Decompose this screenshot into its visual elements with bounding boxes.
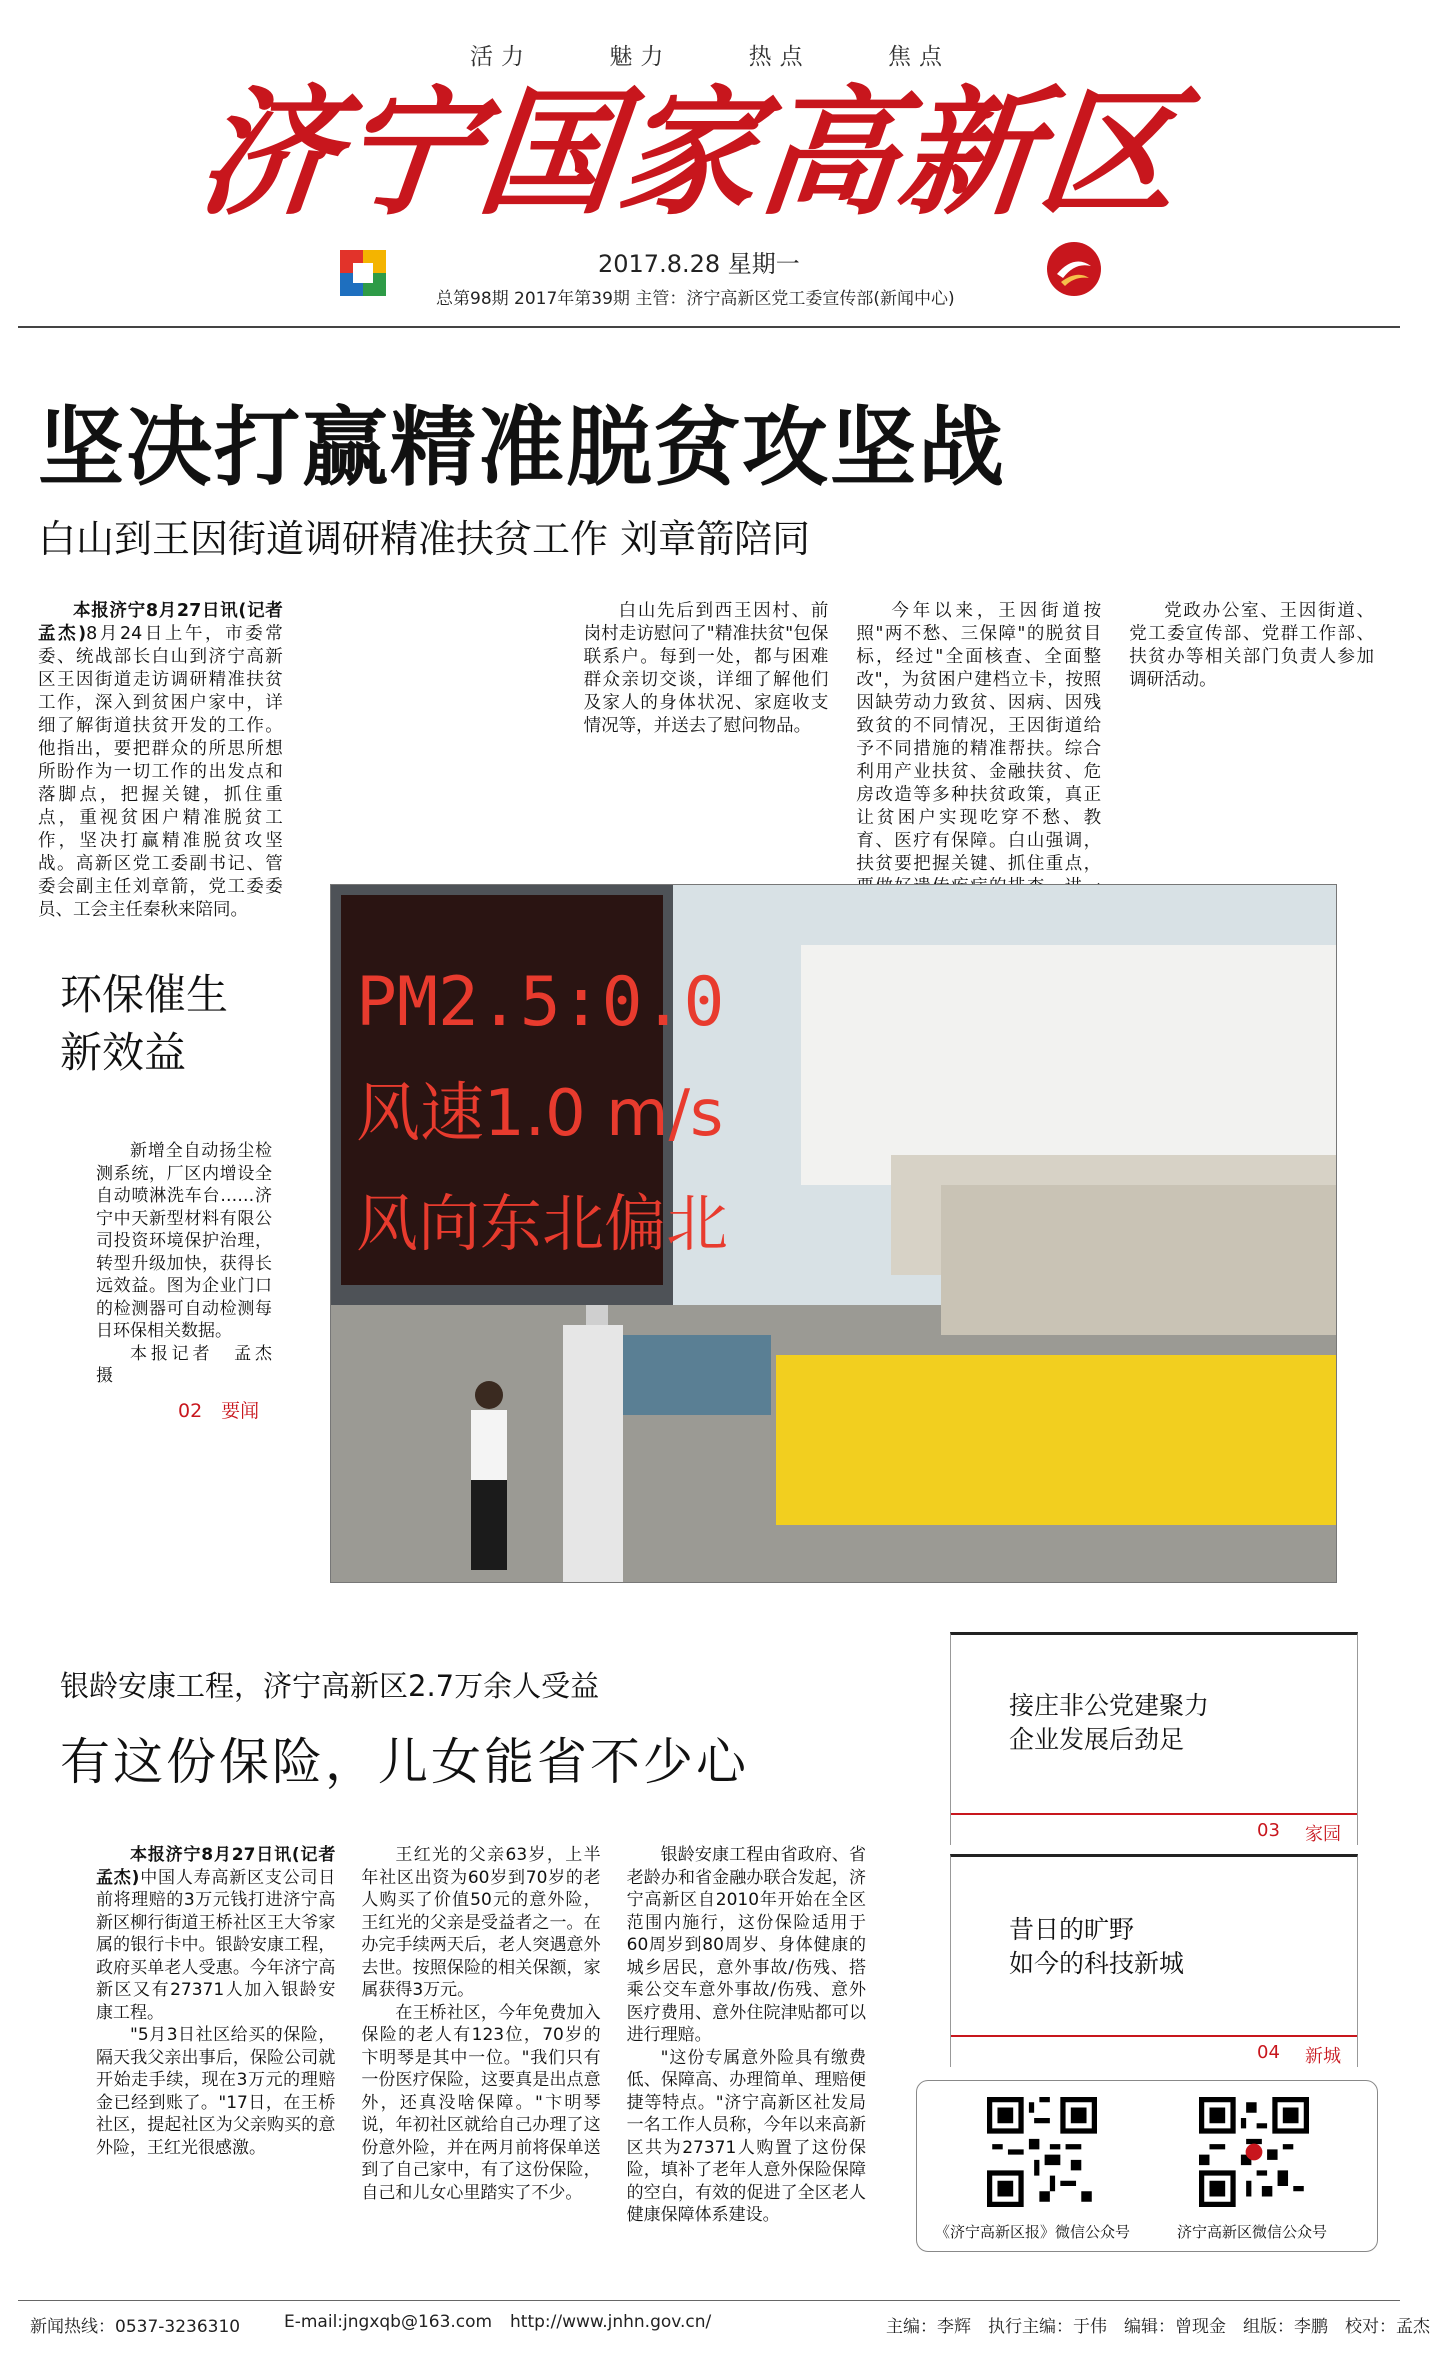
issue-line: 总第98期 2017年第39期 主管：济宁高新区党工委宣传部(新闻中心)	[436, 289, 955, 309]
teaser-section: 新城	[1305, 2046, 1341, 2067]
sign-line: PM2.5:0.0	[356, 963, 725, 1042]
photo-caption	[96, 1140, 289, 1388]
article-paragraph: "这份专属意外险具有缴费低、保障高、办理简单、理赔便捷等特点。"济宁高新区社发局一名工作人员称，今年以来高新区共为27371人购置了这份保险，填补了老年人意外保险保障的空白，有效的促进了全区老人健康保障体系建设。	[626, 2047, 866, 2225]
article-column	[38, 600, 283, 920]
footer-url[interactable]: http://www.jnhn.gov.cn/	[510, 2312, 712, 2332]
teaser-page-bar	[951, 1813, 1357, 1845]
insurance-kicker: 银龄安康工程，济宁高新区2.7万余人受益	[60, 1669, 600, 1703]
teaser-page-number: 04	[1257, 2042, 1280, 2063]
article-paragraph: 中国人寿高新区支公司日前将理赔的3万元钱打进济宁高新区柳行街道王桥社区王大爷家属的银行卡中。银龄安康工程，政府买单老人受惠。今年济宁高新区又有27371人加入银龄安康工程。	[96, 1867, 336, 2023]
article-column	[627, 1844, 866, 2224]
article-paragraph: 8月24日上午，市委常委、统战部长白山到济宁高新区王因街道走访调研精准扶贫工作，深入到贫困户家中，详细了解街道扶贫开发的工作。他指出，要把群众的所思所想所盼作为一切工作的出发点和落脚点，把握关键，抓住重点，重视贫困户精准脱贫工作，坚决打赢精准脱贫攻坚战。高新区党工委副书记、管委会副主任刘章箭，党工委委员、工会主任秦秋来陪同。	[38, 624, 283, 920]
article-paragraph: 白山先后到西王因村、前岗村走访慰问了"精准扶贫"包保联系户。每到一处，都与困难群众亲切交谈，详细了解他们及家人的身体状况、家庭收支情况等，并送去了慰问物品。	[583, 601, 829, 736]
qr-code-icon[interactable]	[987, 2097, 1097, 2207]
lead-headline: 坚决打赢精准脱贫攻坚战	[38, 398, 1006, 498]
article-paragraph: 银龄安康工程由省政府、省老龄办和省金融办联合发起，济宁高新区自2010年开始在全区范围内施行，这份保险适用于60周岁到80周岁、身体健康的城乡居民，意外事故/伤残、搭乘公交车意外事故/伤残、意外医疗费用、意外住院津贴都可以进行理赔。	[626, 1845, 866, 2045]
header-divider	[18, 326, 1400, 328]
article-column	[96, 1844, 335, 2224]
lead-article	[38, 600, 1374, 920]
slogan-item: 热点	[748, 44, 811, 70]
qr-code-panel	[916, 2080, 1378, 2252]
teaser-page-number: 03	[1257, 1820, 1280, 1841]
photo-illustration	[331, 885, 1336, 1582]
teaser-page-bar	[951, 2035, 1357, 2067]
newspaper-logo-icon	[336, 246, 390, 300]
footer-divider	[18, 2300, 1400, 2301]
caption-text: 新增全自动扬尘检测系统，厂区内增设全自动喷淋洗车台……济宁中天新型材料有限公司投资环境保护治理，转型升级加快，获得长远效益。图为企业门口的检测器可自动检测每日环保相关数据。	[96, 1141, 272, 1341]
article-paragraph: 王红光的父亲63岁，上半年社区出资为60岁到70岁的老人购买了价值50元的意外险，王红光的父亲是受益者之一。在办完手续两天后，老人突遇意外去世。按照保险的相关保额，家属获得3万元。	[361, 1845, 601, 2000]
sign-line: 风速1.0 m/s	[356, 1077, 724, 1151]
footer-email[interactable]: E-mail:jngxqb@163.com	[284, 2312, 493, 2332]
qr-code-icon[interactable]	[1199, 2097, 1309, 2207]
teaser-line: 企业发展后劲足	[1009, 1725, 1185, 1754]
slogan-item: 焦点	[887, 44, 950, 70]
teaser-title	[1009, 1913, 1184, 1981]
qr-caption: 济宁高新区微信公众号	[1177, 2223, 1328, 2241]
lead-byline: 本报济宁8月27日讯(记者 孟杰)	[38, 601, 283, 644]
header-slogan	[470, 38, 950, 71]
article-column	[856, 600, 1102, 874]
article-paragraph: 党政办公室、王因街道、党工委宣传部、党群工作部、扶贫办等相关部门负责人参加调研活动。	[1129, 601, 1374, 690]
article-paragraph: "5月3日社区给买的保险，隔天我父亲出事后，保险公司就开始走手续，现在3万元的理赔金已经到账了。"17日，在王桥社区，提起社区为父亲购买的意外险，王红光很感激。	[96, 2025, 336, 2158]
photo-feature-headline	[60, 966, 300, 1082]
gaoxin-logo-icon	[1045, 240, 1103, 298]
page-reference: 02 要闻	[178, 1400, 260, 1422]
article-column	[361, 1844, 600, 2224]
teaser-line: 如今的科技新城	[1009, 1949, 1185, 1978]
article-paragraph: 今年以来，王因街道按照"两不愁、三保障"的脱贫目标，经过"全面核查、全面整改"，为贫困户建档立卡，按照因缺劳动力致贫、因病、因残致贫的不同情况，王因街道给予不同措施的精准帮扶。综合利用产业扶贫、金融扶贫、危房改造等多种扶贫政策，真正让贫困户实现吃穿不愁、教育、医疗有保障。白山强调，扶贫要把握关键、抓住重点，	[856, 601, 1102, 874]
insurance-article	[96, 1844, 866, 2224]
sign-line: 风向东北偏北	[356, 1187, 729, 1260]
article-column	[1129, 600, 1374, 845]
article-column	[311, 370, 556, 845]
insurance-headline: 有这份保险，儿女能省不少心	[60, 1733, 749, 1791]
photo-credit: 本报记者 孟杰 摄	[96, 1343, 289, 1386]
headline-line: 新效益	[60, 1028, 187, 1077]
masthead-title: 济宁国家高新区	[191, 71, 1189, 234]
lead-subhead: 白山到王因街道调研精准扶贫工作 刘章箭陪同	[38, 517, 811, 561]
teaser-section: 家园	[1305, 1824, 1341, 1845]
qr-caption: 《济宁高新区报》微信公众号	[935, 2223, 1131, 2241]
news-photo	[330, 884, 1337, 1583]
article-column	[584, 600, 829, 845]
teaser-line: 接庄非公党建聚力	[1009, 1691, 1210, 1720]
teaser-box[interactable]	[950, 1854, 1358, 2067]
issue-date: 2017.8.28 星期一	[598, 250, 800, 278]
article-paragraph: 在王桥社区，今年免费加入保险的老人有123位，70岁的卞明琴是其中一位。"我们只有一份医疗保险，这要真是出点意外，还真没啥保障。"卞明琴说，年初社区就给自己办理了这份意外险，并在两月前将保单送到了自己家中，有了这份保险，自己和儿女心里踏实了不少。	[361, 2002, 601, 2203]
footer-editors: 主编：李辉 执行主编：于伟 编辑：曾现金 组版：李鹏 校对：孟杰	[886, 2317, 1430, 2337]
footer-hotline: 新闻热线：0537-3236310	[30, 2317, 241, 2337]
headline-line: 环保催生	[60, 970, 229, 1019]
teaser-box[interactable]	[950, 1632, 1358, 1845]
slogan-item: 魅力	[609, 44, 672, 70]
teaser-title	[1009, 1689, 1209, 1757]
slogan-item: 活力	[470, 44, 532, 70]
insurance-byline: 本报济宁8月27日讯(记者 孟杰)	[96, 1845, 336, 1888]
teaser-line: 昔日的旷野	[1009, 1915, 1135, 1944]
